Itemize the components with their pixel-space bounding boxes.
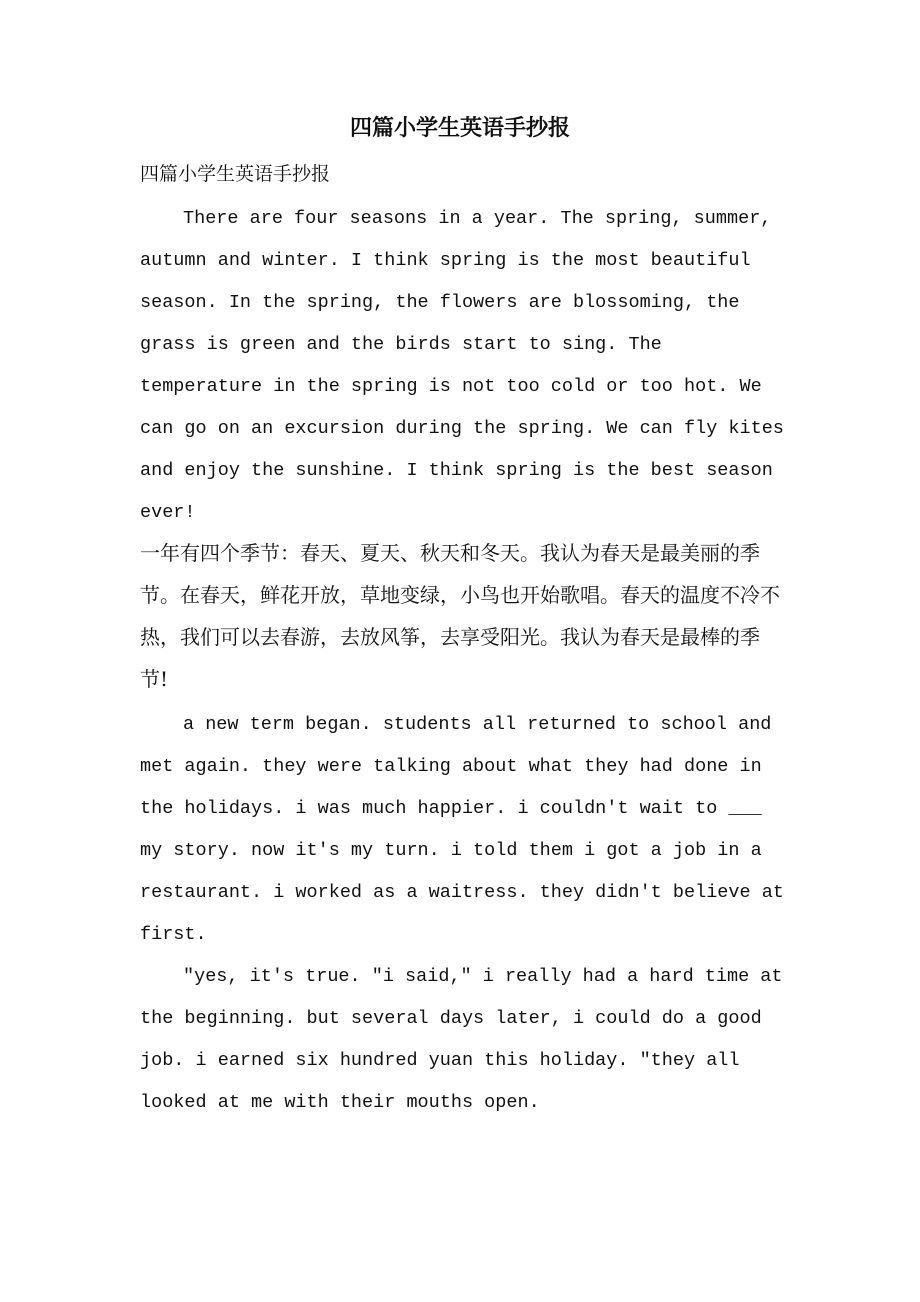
document-subtitle: 四篇小学生英语手抄报	[140, 163, 331, 185]
paragraph-new-term: a new term began. students all returned to school and met again. they were talking about what they had done in the holidays. i was much happier. i couldn't wait to ___ my story. now it's my turn. i told them i got a job in a restaurant. i worked as a waitress. they didn't believe at first.	[140, 714, 784, 945]
paragraph-dialogue: "yes, it's true. "i said," i really had a hard time at the beginning. but several days later, i could do a good job. i earned six hundred yuan this holiday. "they all looked at me with their mouths open.	[140, 966, 783, 1113]
paragraph-spring-english: There are four seasons in a year. The spring, summer, autumn and winter. I think spring is the most beautiful season. In the spring, the flowers are blossoming, the grass is green and the birds start to sing. The temperature in the spring is not too cold or too hot. We can go on an excursion during the spring. We can fly kites and enjoy the sunshine. I think spring is the best season ever!	[140, 208, 784, 523]
document-title: 四篇小学生英语手抄报	[349, 115, 570, 141]
paragraph-spring-chinese: 一年有四个季节：春天、夏天、秋天和冬天。我认为春天是最美丽的季节。在春天，鲜花开放，草地变绿，小鸟也开始歌唱。春天的温度不冷不热，我们可以去春游，去放风筝，去享受阳光。我认为春天是最棒的季节!	[140, 541, 780, 691]
